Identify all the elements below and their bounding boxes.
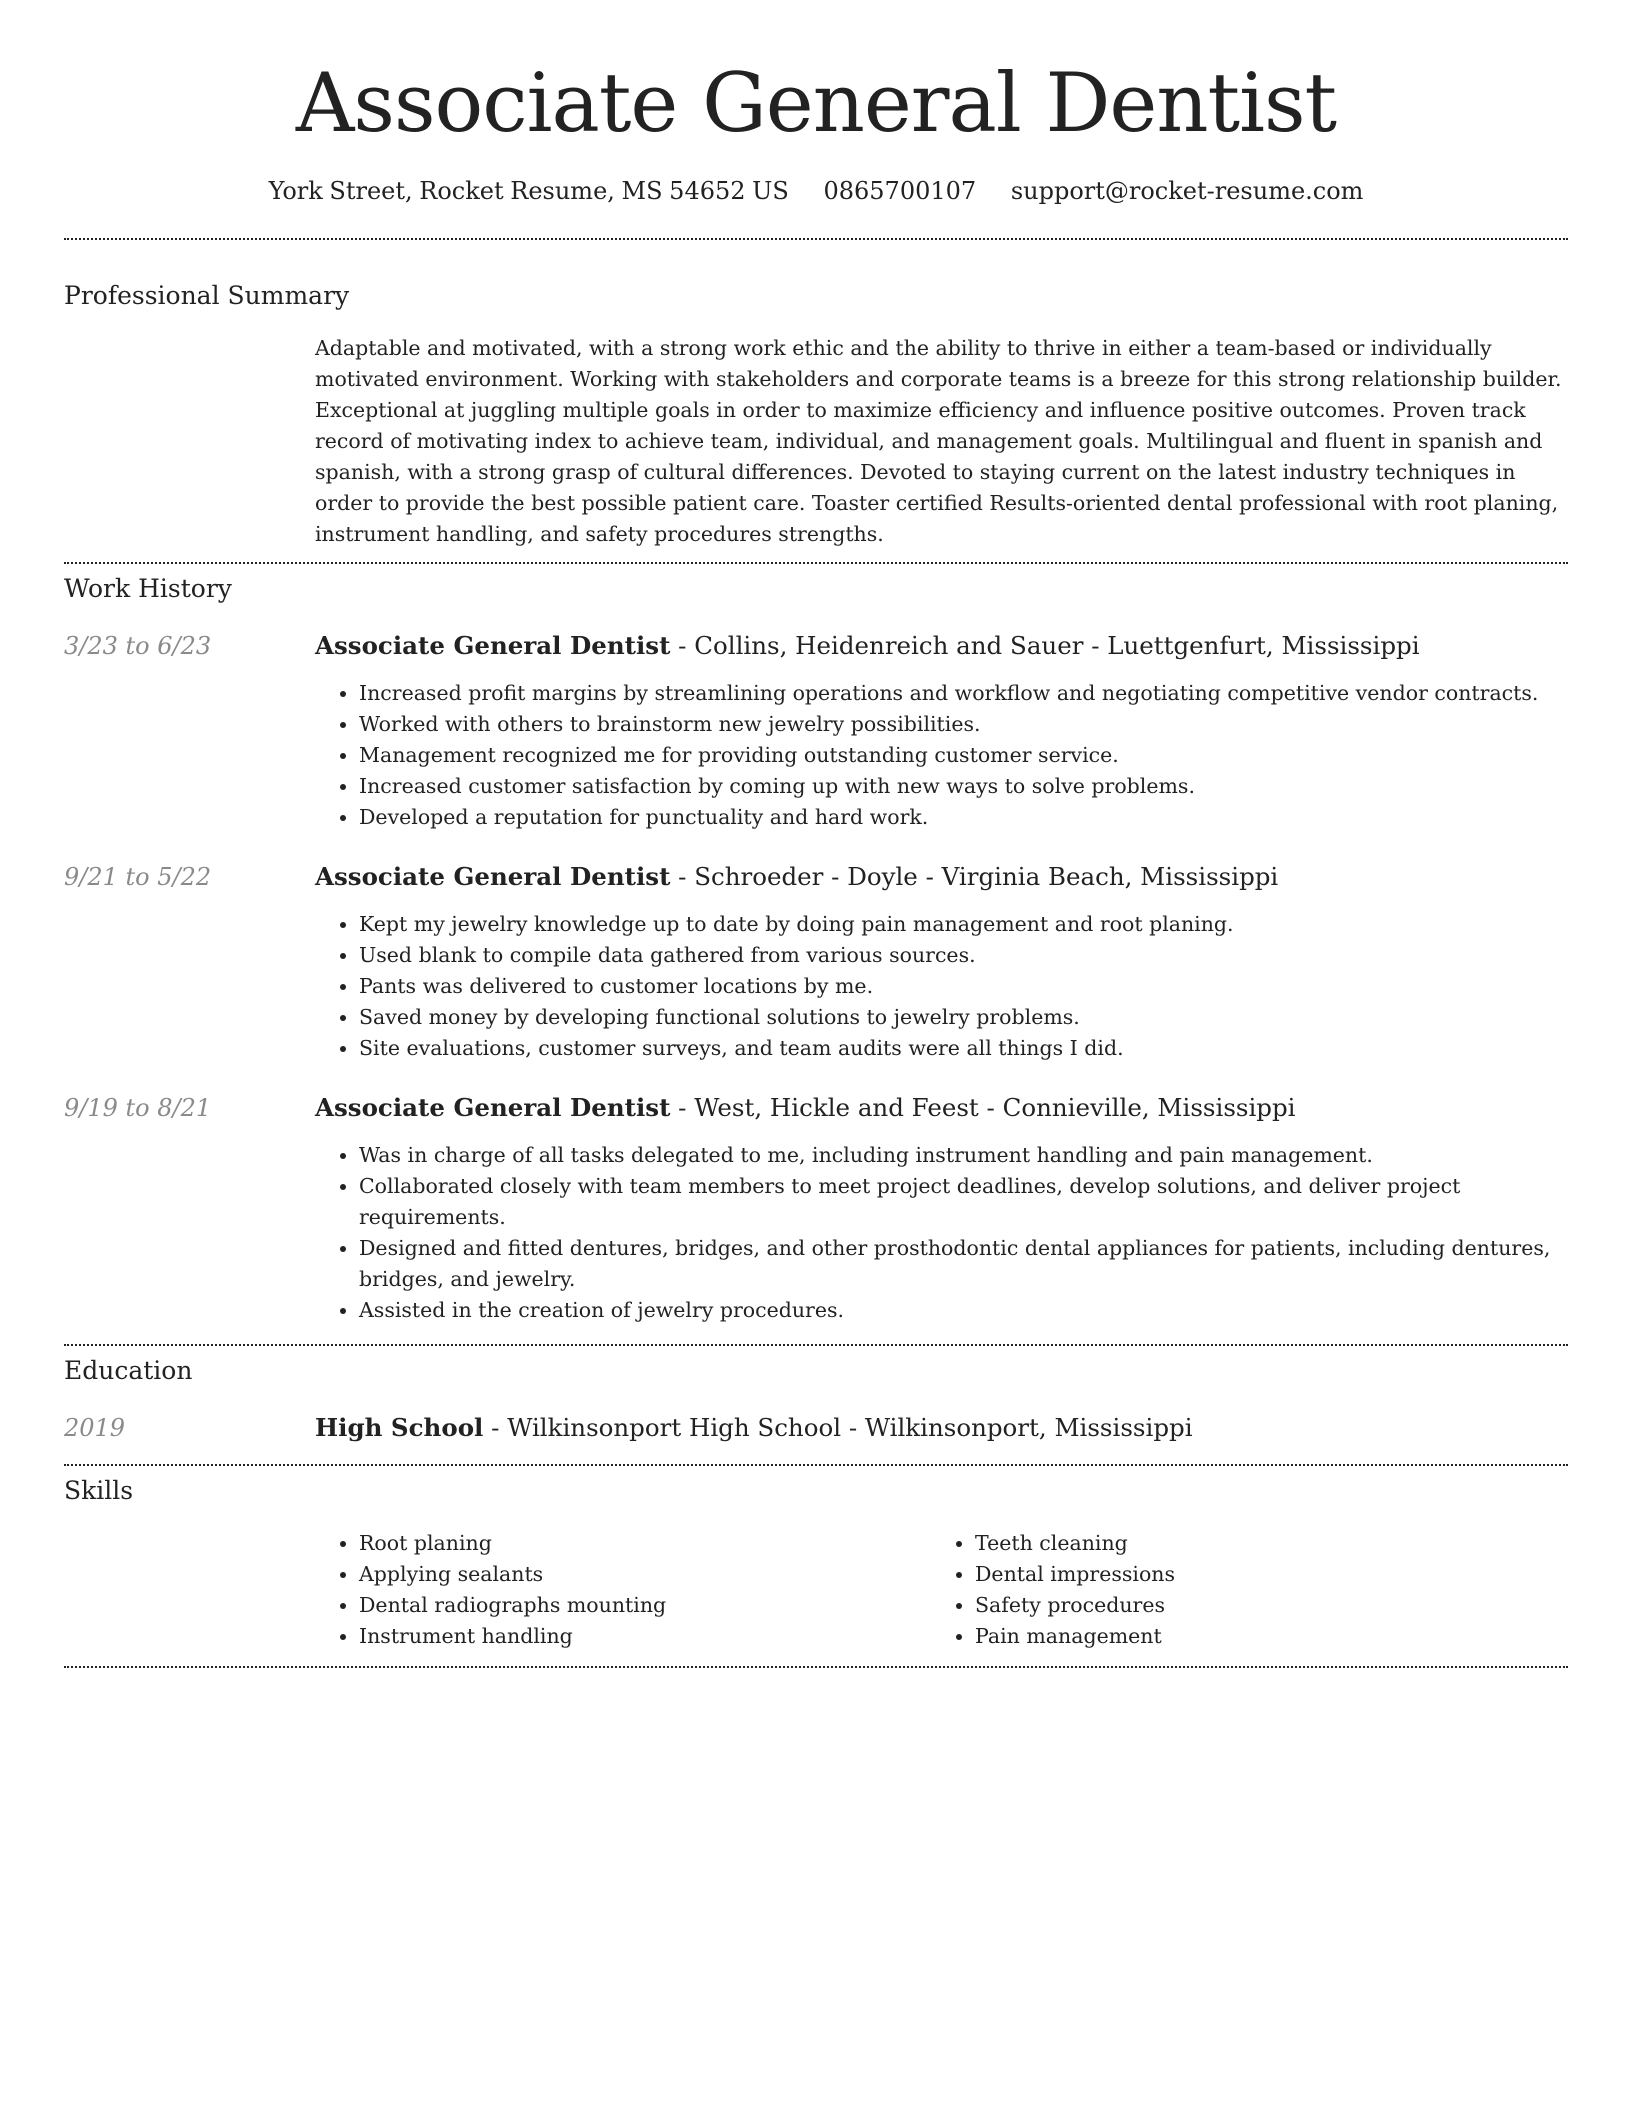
summary-heading: Professional Summary bbox=[64, 281, 350, 310]
work-history-section bbox=[64, 572, 1568, 1326]
section-divider bbox=[64, 1666, 1568, 1668]
job-title bbox=[315, 861, 1568, 893]
skill-item: • Applying sealants bbox=[359, 1559, 931, 1590]
education-date: 2019 bbox=[64, 1414, 126, 1442]
summary-text: Adaptable and motivated, with a strong work ethic and the ability to thrive in either a team-based or individually motivated environment. Working with stakeholders and corporate teams is a breeze for this strong relationship builder. Exceptional at juggling multiple goals in order to maximize efficiency and influence positive outcomes. Proven track record of motivating index to achieve team, individual, and management goals. Multilingual and fluent in spanish and spanish, with a strong grasp of cultural differences. Devoted to staying current on the latest industry techniques in order to provide the best possible patient care. Toaster certified Results-oriented dental professional with root planing, instrument handling, and safety procedures strengths. bbox=[315, 336, 1562, 546]
skill-item: • Root planing bbox=[359, 1528, 931, 1559]
job-bullet: • Saved money by developing functional solutions to jewelry problems. bbox=[359, 1002, 1568, 1033]
education-details: - Wilkinsonport High School - Wilkinsonport, Mississippi bbox=[483, 1413, 1193, 1442]
skills-heading: Skills bbox=[64, 1476, 134, 1505]
section-divider bbox=[64, 238, 1568, 240]
job-bullet: • Collaborated closely with team members to meet project deadlines, develop solutions, and deliver project requirements. bbox=[359, 1171, 1568, 1233]
education-heading: Education bbox=[64, 1356, 193, 1385]
job-bullet: • Was in charge of all tasks delegated to me, including instrument handling and pain management. bbox=[359, 1140, 1568, 1171]
education-entry bbox=[64, 1412, 1568, 1444]
skills-column bbox=[315, 1528, 931, 1652]
job-details: - West, Hickle and Feest - Connieville, Mississippi bbox=[670, 1093, 1296, 1122]
job-title bbox=[315, 630, 1568, 662]
job-title bbox=[315, 1092, 1568, 1124]
skill-item: • Safety procedures bbox=[975, 1590, 1568, 1621]
skills-section bbox=[64, 1474, 1568, 1652]
job-bullets bbox=[315, 909, 1568, 1064]
work-history-heading: Work History bbox=[64, 574, 232, 603]
education-degree: High School bbox=[315, 1413, 484, 1442]
skills-list bbox=[315, 1528, 1568, 1652]
job-bullet: • Designed and fitted dentures, bridges, and other prosthodontic dental appliances for patients, including dentures, bridges, and jewelry. bbox=[359, 1233, 1568, 1295]
section-divider bbox=[64, 562, 1568, 564]
job-bullet: • Developed a reputation for punctuality and hard work. bbox=[359, 802, 1568, 833]
job-bullet: • Management recognized me for providing outstanding customer service. bbox=[359, 740, 1568, 771]
education-title bbox=[315, 1412, 1568, 1444]
skill-item: • Dental impressions bbox=[975, 1559, 1568, 1590]
job-role: Associate General Dentist bbox=[315, 862, 671, 891]
job-dates: 3/23 to 6/23 bbox=[64, 632, 212, 660]
skills-column bbox=[931, 1528, 1568, 1652]
job-bullet: • Site evaluations, customer surveys, and team audits were all things I did. bbox=[359, 1033, 1568, 1064]
job-bullet: • Worked with others to brainstorm new jewelry possibilities. bbox=[359, 709, 1568, 740]
contact-phone: 0865700107 bbox=[823, 177, 977, 205]
skill-item: • Pain management bbox=[975, 1621, 1568, 1652]
section-divider bbox=[64, 1464, 1568, 1466]
resume-page bbox=[64, 0, 1568, 1668]
job-bullet: • Pants was delivered to customer locations by me. bbox=[359, 971, 1568, 1002]
skill-item: • Dental radiographs mounting bbox=[359, 1590, 931, 1621]
job-dates: 9/21 to 5/22 bbox=[64, 863, 212, 891]
job-entry bbox=[64, 630, 1568, 833]
skill-item: • Instrument handling bbox=[359, 1621, 931, 1652]
job-dates: 9/19 to 8/21 bbox=[64, 1094, 212, 1122]
job-bullet: • Increased customer satisfaction by coming up with new ways to solve problems. bbox=[359, 771, 1568, 802]
job-role: Associate General Dentist bbox=[315, 1093, 671, 1122]
job-bullets bbox=[315, 678, 1568, 833]
job-bullets bbox=[315, 1140, 1568, 1326]
contact-line bbox=[64, 174, 1568, 208]
job-role: Associate General Dentist bbox=[315, 631, 671, 660]
contact-address: York Street, Rocket Resume, MS 54652 US bbox=[268, 177, 789, 205]
job-bullet: • Assisted in the creation of jewelry procedures. bbox=[359, 1295, 1568, 1326]
job-details: - Schroeder - Doyle - Virginia Beach, Mississippi bbox=[670, 862, 1279, 891]
job-entry bbox=[64, 1092, 1568, 1326]
job-bullet: • Kept my jewelry knowledge up to date by doing pain management and root planing. bbox=[359, 909, 1568, 940]
education-section bbox=[64, 1354, 1568, 1444]
job-bullet: • Increased profit margins by streamlining operations and workflow and negotiating competitive vendor contracts. bbox=[359, 678, 1568, 709]
section-divider bbox=[64, 1344, 1568, 1346]
contact-email: support@rocket-resume.com bbox=[1010, 177, 1364, 205]
skill-item: • Teeth cleaning bbox=[975, 1528, 1568, 1559]
job-bullet: • Used blank to compile data gathered from various sources. bbox=[359, 940, 1568, 971]
job-details: - Collins, Heidenreich and Sauer - Luettgenfurt, Mississippi bbox=[670, 631, 1420, 660]
candidate-name: Associate General Dentist bbox=[295, 57, 1337, 151]
job-entry bbox=[64, 861, 1568, 1064]
summary-section bbox=[64, 279, 1568, 550]
